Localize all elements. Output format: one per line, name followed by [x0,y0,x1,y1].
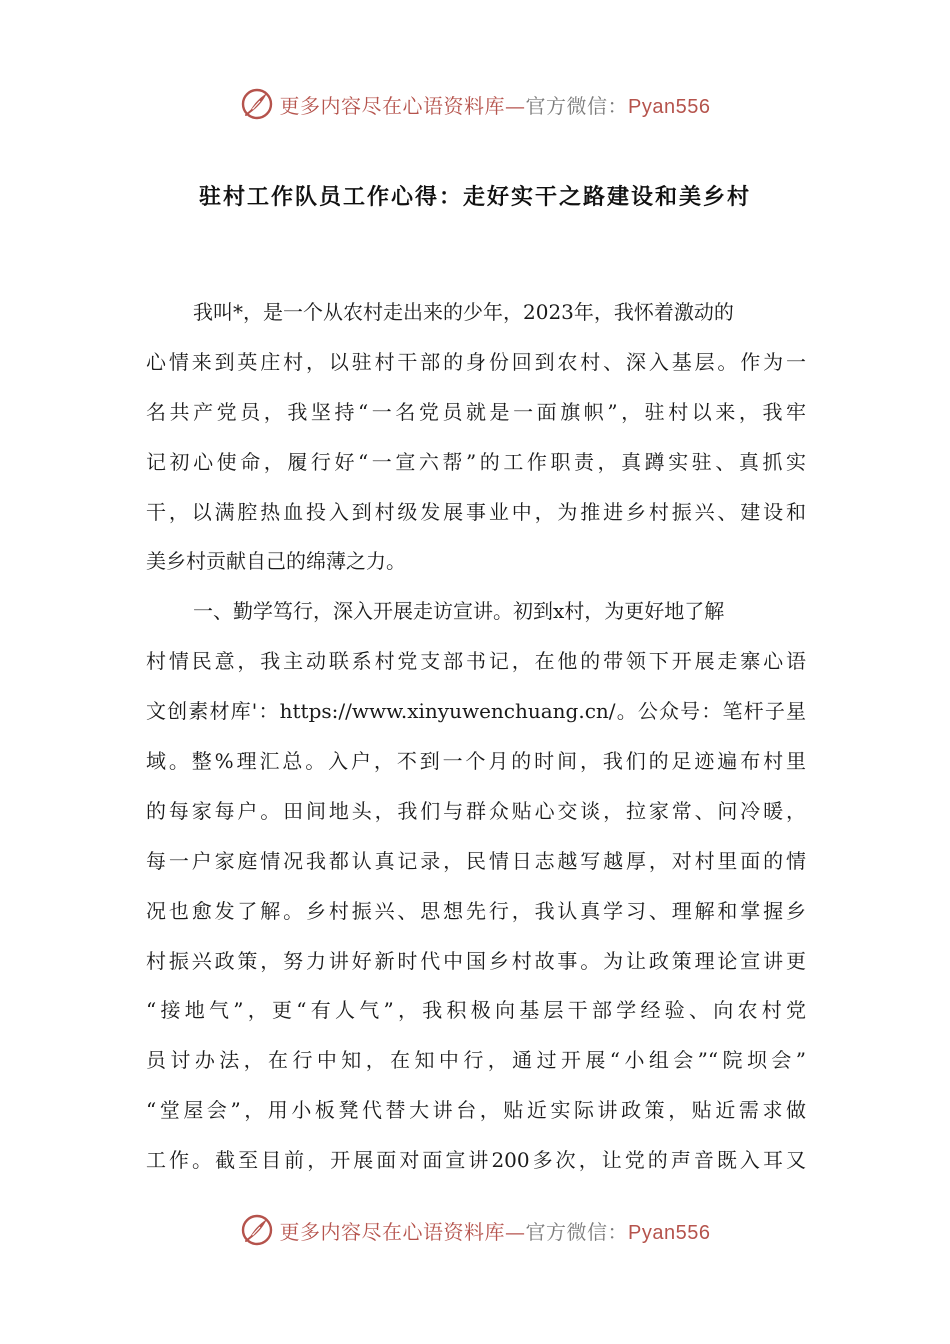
footer-banner [0,1210,950,1250]
body-line: 况也愈发了解。乡村振兴、思想先行，我认真学习、理解和掌握乡 [146,898,806,923]
quill-logo-icon [240,87,274,121]
body-line: 的每家每户。田间地头，我们与群众贴心交谈，拉家常、问冷暖， [146,798,806,823]
body-line: 工作。截至目前，开展面对面宣讲200多次，让党的声音既入耳又 [146,1148,806,1173]
body-line: “接地气”，更“有人气”，我积极向基层干部学经验、向农村党 [146,998,806,1023]
body-line: 名共产党员，我坚持“一名党员就是一面旗帜”，驻村以来，我牢 [146,399,806,424]
banner-label: 官方微信： [525,93,629,118]
document-body [146,288,806,1186]
document-title: 驻村工作队员工作心得：走好实干之路建设和美乡村 [198,184,751,210]
banner-label: 官方微信： [525,1219,629,1244]
body-line: 记初心使命，履行好“一宣六帮”的工作职责，真蹲实驻、真抓实 [146,449,806,474]
body-line: 每一户家庭情况我都认真记录，民情日志越写越厚，对村里面的情 [146,848,806,873]
body-line: 村情民意，我主动联系村党支部书记，在他的带领下开展走寨心语 [146,649,806,674]
body-line: 心情来到英庄村，以驻村干部的身份回到农村、深入基层。作为一 [146,349,806,374]
banner-dash: — [505,93,526,118]
banner-main-text: 更多内容尽在心语资料库 [279,1219,506,1244]
banner-wechat-id: Pyan556 [628,1221,711,1244]
banner-text [280,1216,711,1245]
banner-text [280,90,711,119]
body-line: 文创素材库'：https://www.xinyuwenchuang.cn/。公众号：笔杆子星 [146,699,806,724]
header-banner [0,84,950,124]
body-line: 干，以满腔热血投入到村级发展事业中，为推进乡村振兴、建设和 [146,499,806,524]
quill-logo-icon [240,1213,274,1247]
body-line: 员讨办法，在行中知，在知中行，通过开展“小组会”“院坝会” [146,1048,806,1073]
body-line: 美乡村贡献自己的绵薄之力。 [146,549,406,574]
body-line: 我叫*，是一个从农村走出来的少年，2023年，我怀着激动的 [193,300,734,324]
body-line: 域。整%理汇总。入户，不到一个月的时间，我们的足迹遍布村里 [146,749,806,774]
body-line: 一、勤学笃行，深入开展走访宣讲。初到x村，为更好地了解 [193,599,725,624]
banner-wechat-id: Pyan556 [628,95,711,118]
body-line: “堂屋会”，用小板凳代替大讲台，贴近实际讲政策，贴近需求做 [146,1098,806,1123]
body-line: 村振兴政策，努力讲好新时代中国乡村故事。为让政策理论宣讲更 [146,948,806,973]
banner-dash: — [505,1219,526,1244]
banner-main-text: 更多内容尽在心语资料库 [279,93,506,118]
